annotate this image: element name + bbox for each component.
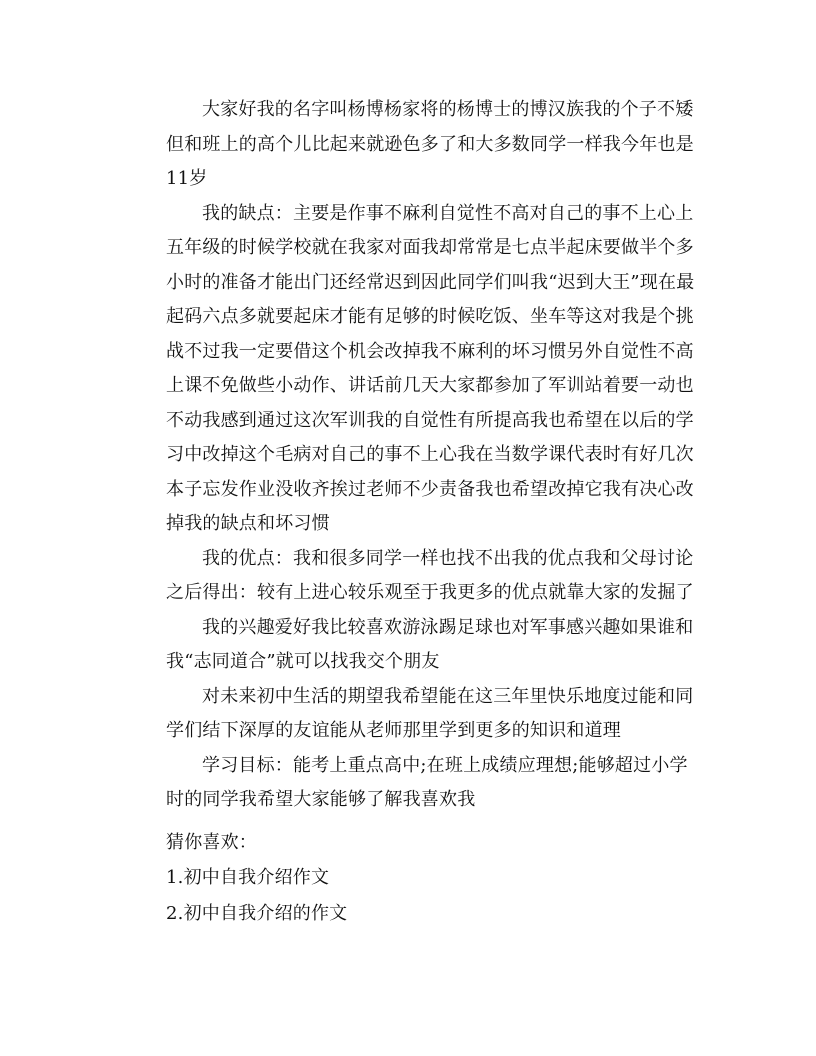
related-link-2[interactable]: 2.初中自我介绍的作文 bbox=[166, 903, 348, 924]
intro-paragraph: 大家好我的名字叫杨博杨家将的杨博士的博汉族我的个子不矮但和班上的高个儿比起来就逊色多了和大多数同学一样我今年也是11岁 bbox=[166, 99, 694, 189]
related-link-1[interactable]: 1.初中自我介绍作文 bbox=[166, 867, 330, 888]
hobbies-paragraph: 我的兴趣爱好我比较喜欢游泳踢足球也对军事感兴趣如果谁和我“志同道合”就可以找我交个朋友 bbox=[166, 616, 694, 672]
strengths-paragraph: 我的优点：我和很多同学一样也找不出我的优点我和父母讨论之后得出：较有上进心较乐观至于我更多的优点就靠大家的发掘了 bbox=[166, 547, 694, 603]
document-page bbox=[166, 93, 696, 932]
related-heading: 猜你喜欢： bbox=[166, 831, 257, 853]
expectations-paragraph: 对未来初中生活的期望我希望能在这三年里快乐地度过能和同学们结下深厚的友谊能从老师那里学到更多的知识和道理 bbox=[166, 685, 694, 741]
shortcomings-paragraph: 我的缺点：主要是作事不麻利自觉性不高对自己的事不上心上五年级的时候学校就在我家对面我却常常是七点半起床要做半个多小时的准备才能出门还经常迟到因此同学们叫我“迟到大王”现在最起码六点多就要起床才能有足够的时候吃饭、坐车等这对我是个挑战不过我一定要借这个机会改掉我不麻利的坏习惯另外自觉性不高上课不免做些小动作、讲话前几天大家都参加了军训站着要一动也不动我感到通过这次军训我的自觉性有所提高我也希望在以后的学习中改掉这个毛病对自己的事不上心我在当数学课代表时有好几次本子忘发作业没收齐挨过老师不少责备我也希望改掉它我有决心改掉我的缺点和坏习惯 bbox=[166, 202, 695, 534]
study-goals-paragraph: 学习目标：能考上重点高中;在班上成绩应理想;能够超过小学时的同学我希望大家能够了解我喜欢我 bbox=[166, 754, 688, 810]
